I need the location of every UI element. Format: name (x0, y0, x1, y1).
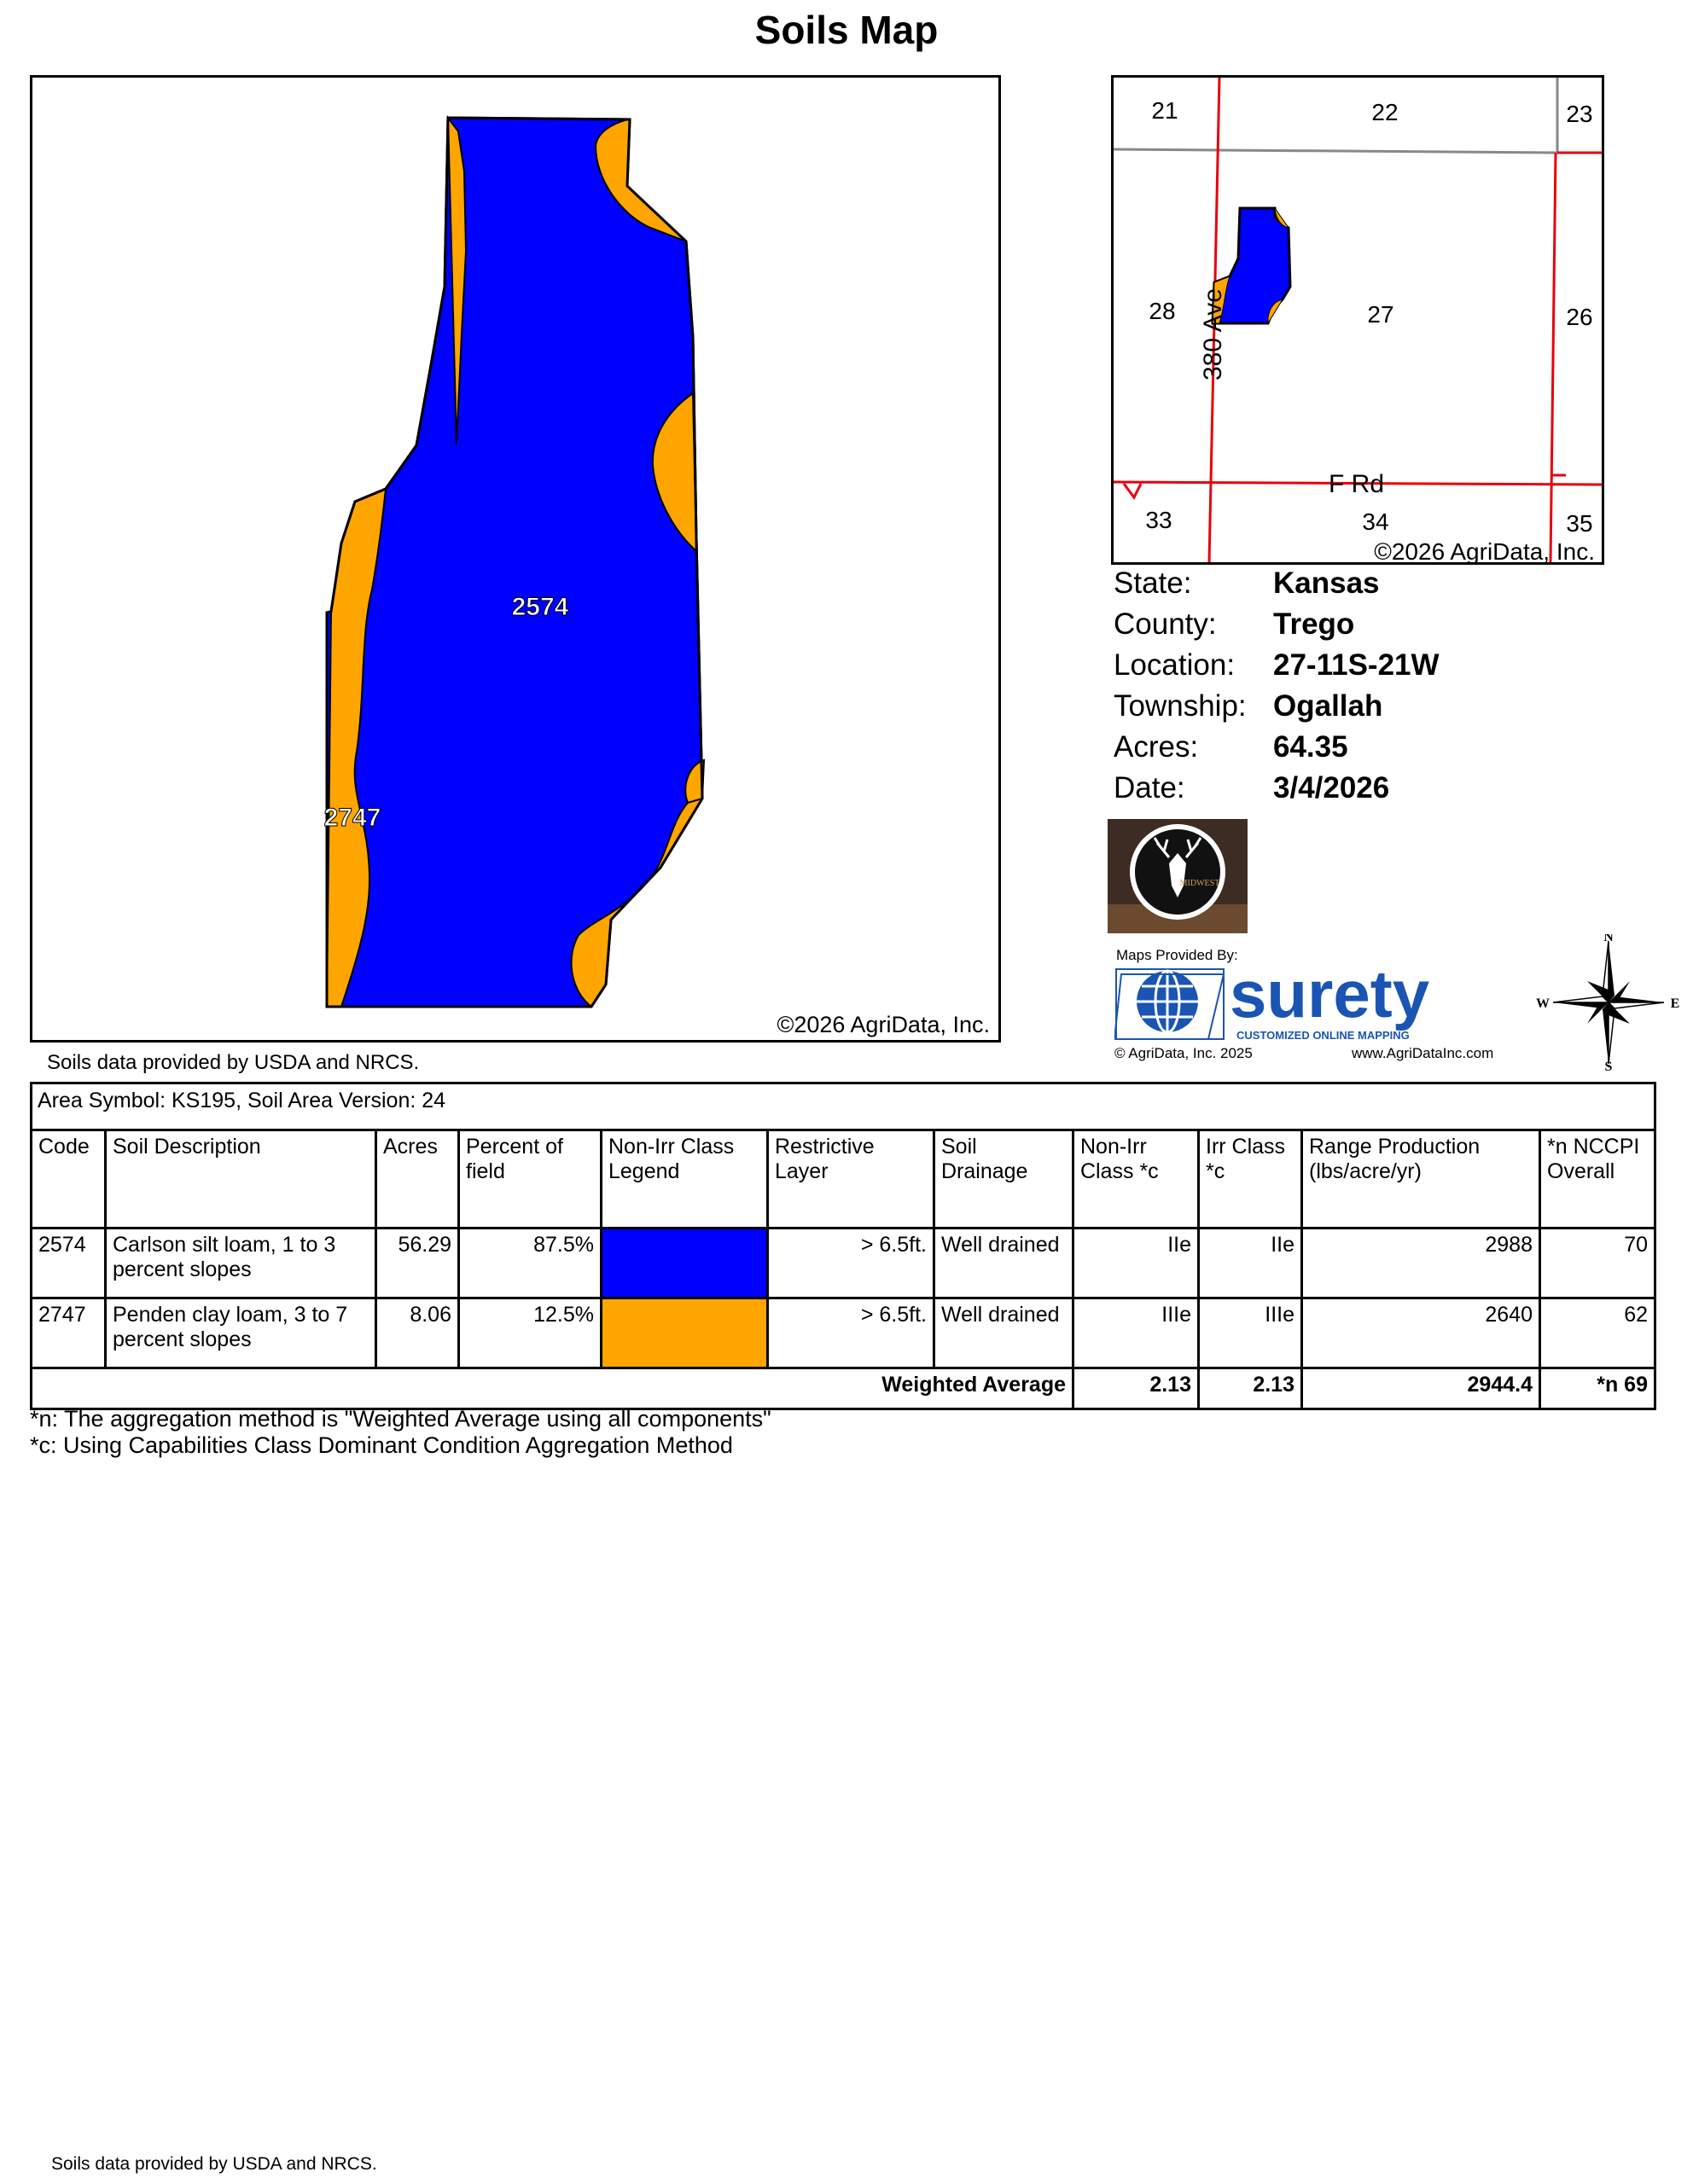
table-row (32, 1228, 1655, 1298)
wa-nonirr: 2.13 (1073, 1368, 1199, 1409)
info-acres (1114, 727, 1626, 768)
table-header-row (32, 1130, 1655, 1228)
info-county (1114, 604, 1626, 645)
table-row (32, 1298, 1655, 1368)
cell-description: Carlson silt loam, 1 to 3 percent slopes (106, 1228, 376, 1298)
location-map-canvas (1114, 78, 1602, 562)
location-map-copyright: ©2026 AgriData, Inc. (1374, 538, 1595, 565)
soils-source-footer: Soils data provided by USDA and NRCS. (51, 2154, 377, 2174)
cell-irr: IIIe (1199, 1298, 1302, 1368)
wa-nccpi: *n 69 (1540, 1368, 1655, 1409)
cell-drainage: Well drained (934, 1228, 1073, 1298)
logo-text: MIDWEST (1179, 879, 1220, 888)
road-label-380-ave: 380 Ave (1199, 288, 1227, 380)
info-value: Kansas (1273, 566, 1380, 600)
cell-nccpi: 70 (1540, 1228, 1655, 1298)
cell-irr: IIe (1199, 1228, 1302, 1298)
section-number: 34 (1362, 508, 1389, 535)
cell-nccpi: 62 (1540, 1298, 1655, 1368)
deer-logo-icon (1108, 819, 1248, 933)
soils-table (30, 1082, 1656, 1410)
soils-source-note: Soils data provided by USDA and NRCS. (47, 1051, 420, 1074)
surety-name: surety (1230, 966, 1430, 1031)
info-value: Ogallah (1273, 689, 1383, 723)
surety-logo-svg (1114, 966, 1510, 1043)
table-caption: Area Symbol: KS195, Soil Area Version: 24 (32, 1083, 1655, 1130)
location-map[interactable] (1111, 75, 1604, 565)
cell-drainage: Well drained (934, 1298, 1073, 1368)
legend-swatch-orange (602, 1298, 768, 1368)
page-title: Soils Map (754, 8, 939, 52)
soil-label-2747: 2747 (323, 804, 381, 832)
cell-description: Penden clay loam, 3 to 7 percent slopes (106, 1298, 376, 1368)
section-line (1114, 149, 1557, 153)
weighted-average-label: Weighted Average (32, 1368, 1073, 1409)
col-header-code: Code (32, 1130, 106, 1228)
compass-w: W (1536, 996, 1550, 1011)
cell-nonirr: IIe (1073, 1228, 1199, 1298)
road-line (1124, 484, 1141, 497)
info-value: Trego (1273, 607, 1355, 641)
note-aggregation: *n: The aggregation method is "Weighted Average using all components" (30, 1406, 771, 1432)
info-label: Date: (1114, 771, 1185, 804)
info-value: 64.35 (1273, 730, 1348, 764)
info-location (1114, 645, 1626, 686)
soils-map-canvas (32, 78, 998, 1040)
info-label: Acres: (1114, 730, 1199, 764)
info-label: Location: (1114, 648, 1236, 682)
road-line (1550, 153, 1556, 562)
compass-n: N (1603, 934, 1614, 944)
info-township (1114, 686, 1626, 727)
soil-polygon-2574[interactable] (327, 118, 702, 1007)
road-label-f-rd: F Rd (1329, 470, 1385, 498)
cell-code: 2747 (32, 1298, 106, 1368)
soils-map[interactable] (30, 75, 1001, 1043)
cell-percent: 12.5% (459, 1298, 602, 1368)
agridata-copyright: © AgriData, Inc. 2025 (1114, 1045, 1253, 1061)
cell-percent: 87.5% (459, 1228, 602, 1298)
col-header-legend: Non-Irr Class Legend (602, 1130, 768, 1228)
section-number: 26 (1566, 304, 1593, 330)
col-header-drainage: Soil Drainage (934, 1130, 1073, 1228)
section-number: 22 (1371, 99, 1399, 125)
col-header-nonirr: Non-Irr Class *c (1073, 1130, 1199, 1228)
cell-range: 2640 (1302, 1298, 1540, 1368)
note-capabilities: *c: Using Capabilities Class Dominant Condition Aggregation Method (30, 1432, 733, 1458)
cell-acres: 8.06 (376, 1298, 459, 1368)
cell-acres: 56.29 (376, 1228, 459, 1298)
col-header-acres: Acres (376, 1130, 459, 1228)
col-header-irr: Irr Class *c (1199, 1130, 1302, 1228)
agridata-website[interactable]: www.AgriDataInc.com (1352, 1045, 1494, 1061)
cell-restrictive: > 6.5ft. (768, 1298, 934, 1368)
wa-irr: 2.13 (1199, 1368, 1302, 1409)
compass-e: E (1670, 996, 1680, 1011)
soil-label-2574: 2574 (511, 593, 569, 621)
info-label: Township: (1114, 689, 1247, 723)
field-info (1114, 563, 1626, 809)
info-label: State: (1114, 566, 1192, 600)
info-value: 3/4/2026 (1273, 771, 1390, 804)
col-header-restrictive: Restrictive Layer (768, 1130, 934, 1228)
section-number: 21 (1151, 97, 1178, 124)
cell-code: 2574 (32, 1228, 106, 1298)
maps-provided-by: Maps Provided By: (1116, 947, 1238, 963)
info-state (1114, 563, 1626, 604)
section-number: 35 (1566, 510, 1593, 537)
info-date (1114, 768, 1626, 809)
surety-tagline: CUSTOMIZED ONLINE MAPPING (1236, 1029, 1410, 1042)
cell-range: 2988 (1302, 1228, 1540, 1298)
surety-logo (1114, 966, 1510, 1043)
compass-rose-icon (1536, 934, 1681, 1071)
info-value: 27-11S-21W (1273, 648, 1440, 682)
col-header-range: Range Production (lbs/acre/yr) (1302, 1130, 1540, 1228)
col-header-description: Soil Description (106, 1130, 376, 1228)
col-header-percent: Percent of field (459, 1130, 602, 1228)
table-notes (30, 1406, 771, 1459)
map-copyright: ©2026 AgriData, Inc. (777, 1012, 990, 1037)
info-label: County: (1114, 607, 1217, 641)
section-number: 33 (1145, 507, 1172, 533)
weighted-average-row (32, 1368, 1655, 1409)
col-header-nccpi: *n NCCPI Overall (1540, 1130, 1655, 1228)
section-number: 28 (1149, 298, 1176, 324)
compass-s: S (1604, 1060, 1613, 1071)
section-number: 23 (1566, 101, 1593, 127)
legend-swatch-blue (602, 1228, 768, 1298)
company-logo (1108, 819, 1248, 933)
section-number: 27 (1367, 301, 1394, 328)
cell-restrictive: > 6.5ft. (768, 1228, 934, 1298)
cell-nonirr: IIIe (1073, 1298, 1199, 1368)
wa-range: 2944.4 (1302, 1368, 1540, 1409)
